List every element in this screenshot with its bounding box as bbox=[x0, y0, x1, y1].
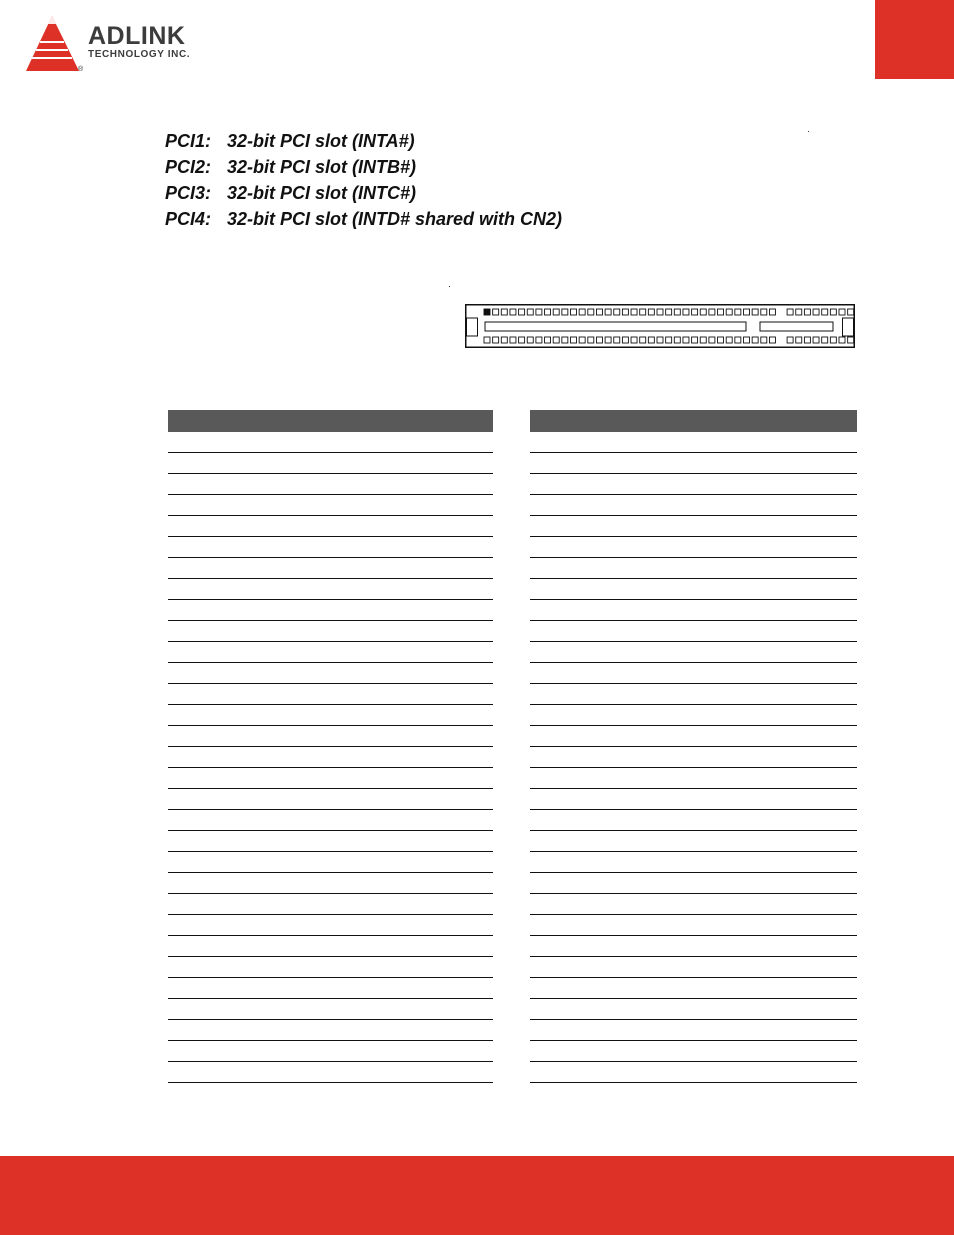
table-row bbox=[530, 852, 857, 873]
connector-pin bbox=[545, 309, 551, 315]
connector-pin bbox=[596, 309, 602, 315]
connector-pin bbox=[822, 309, 828, 315]
pci-slot-list bbox=[165, 128, 562, 232]
connector-pin bbox=[700, 309, 706, 315]
table-row bbox=[530, 1041, 857, 1062]
connector-pin bbox=[700, 337, 706, 343]
connector-pin bbox=[830, 337, 836, 343]
connector-pin bbox=[674, 337, 680, 343]
table-row bbox=[168, 663, 493, 684]
slot-description: 32-bit PCI slot (INTC#) bbox=[227, 183, 417, 203]
table-row bbox=[530, 789, 857, 810]
registered-mark: ® bbox=[78, 66, 84, 73]
table-row bbox=[530, 495, 857, 516]
connector-pin bbox=[553, 309, 559, 315]
connector-pin bbox=[493, 309, 499, 315]
connector-pin bbox=[588, 337, 594, 343]
table-row bbox=[530, 915, 857, 936]
connector-pin bbox=[796, 337, 802, 343]
table-row bbox=[168, 621, 493, 642]
connector-pin bbox=[519, 309, 525, 315]
table-row bbox=[530, 621, 857, 642]
slot-description: 32-bit PCI slot (INTD# shared with CN2) bbox=[227, 209, 563, 229]
connector-pin bbox=[562, 309, 568, 315]
table-row bbox=[168, 516, 493, 537]
table-row bbox=[168, 873, 493, 894]
connector-pin bbox=[648, 337, 654, 343]
connector-pin bbox=[562, 337, 568, 343]
table-row bbox=[168, 705, 493, 726]
table-row bbox=[530, 1020, 857, 1041]
connector-pin bbox=[631, 309, 637, 315]
connector-pin bbox=[536, 337, 542, 343]
connector-pin bbox=[804, 337, 810, 343]
table-row bbox=[168, 495, 493, 516]
connector-pin bbox=[761, 309, 767, 315]
stray-dot bbox=[808, 131, 809, 132]
connector-pin bbox=[579, 309, 585, 315]
table-row bbox=[530, 642, 857, 663]
table-row bbox=[530, 705, 857, 726]
connector-pin bbox=[761, 337, 767, 343]
table-row bbox=[168, 894, 493, 915]
connector-pin bbox=[640, 337, 646, 343]
table-row bbox=[168, 978, 493, 999]
connector-pin bbox=[813, 337, 819, 343]
table-row bbox=[168, 936, 493, 957]
connector-pin bbox=[752, 309, 758, 315]
table-row bbox=[530, 936, 857, 957]
table-row bbox=[530, 1062, 857, 1083]
connector-pin bbox=[510, 309, 516, 315]
stray-dot bbox=[449, 286, 450, 287]
table-row bbox=[168, 453, 493, 474]
connector-pin bbox=[648, 309, 654, 315]
connector-pin bbox=[614, 337, 620, 343]
slot-line bbox=[165, 128, 562, 154]
table-row bbox=[168, 1041, 493, 1062]
connector-pin bbox=[571, 337, 577, 343]
connector-pin bbox=[614, 309, 620, 315]
connector-pin bbox=[735, 309, 741, 315]
table-row bbox=[168, 600, 493, 621]
connector-pin bbox=[744, 309, 750, 315]
slot-line bbox=[165, 206, 562, 232]
slot-line bbox=[165, 154, 562, 180]
table-row bbox=[530, 558, 857, 579]
slot-id: PCI4: bbox=[165, 209, 212, 229]
connector-pin bbox=[605, 309, 611, 315]
table-row bbox=[530, 957, 857, 978]
table-row bbox=[168, 999, 493, 1020]
connector-pin bbox=[501, 309, 507, 315]
connector-pin bbox=[726, 337, 732, 343]
table-row bbox=[168, 432, 493, 453]
connector-pin bbox=[493, 337, 499, 343]
table-row bbox=[168, 747, 493, 768]
connector-pin bbox=[527, 309, 533, 315]
footer-band bbox=[0, 1156, 954, 1235]
table-row bbox=[530, 474, 857, 495]
connector-pin bbox=[631, 337, 637, 343]
connector-pin bbox=[822, 337, 828, 343]
table-row bbox=[168, 684, 493, 705]
table-row bbox=[168, 558, 493, 579]
brand-subtitle: TECHNOLOGY INC. bbox=[88, 49, 191, 60]
brand-name: ADLINK bbox=[88, 22, 186, 50]
connector-pin bbox=[683, 337, 689, 343]
table-row bbox=[168, 810, 493, 831]
connector-pin bbox=[571, 309, 577, 315]
connector-pin bbox=[622, 309, 628, 315]
connector-pin bbox=[484, 309, 490, 315]
adlink-logo bbox=[26, 14, 216, 76]
connector-pin bbox=[692, 337, 698, 343]
slot-id: PCI1: bbox=[165, 131, 212, 151]
connector-pin bbox=[674, 309, 680, 315]
slot-description: 32-bit PCI slot (INTA#) bbox=[227, 131, 415, 151]
connector-pin bbox=[709, 309, 715, 315]
table-row bbox=[530, 516, 857, 537]
pin-assignment-table-left bbox=[168, 410, 493, 1083]
table-row bbox=[168, 852, 493, 873]
table-row bbox=[530, 873, 857, 894]
table-row bbox=[168, 474, 493, 495]
connector-pin bbox=[769, 337, 775, 343]
slot-line bbox=[165, 180, 562, 206]
table-header bbox=[530, 410, 857, 432]
connector-pin bbox=[813, 309, 819, 315]
connector-pin bbox=[839, 309, 845, 315]
connector-pin bbox=[787, 309, 793, 315]
table-row bbox=[168, 915, 493, 936]
table-row bbox=[530, 747, 857, 768]
connector-pin bbox=[848, 337, 854, 343]
connector-pin bbox=[726, 309, 732, 315]
connector-pin bbox=[666, 337, 672, 343]
slot-description: 32-bit PCI slot (INTB#) bbox=[227, 157, 417, 177]
connector-pin bbox=[709, 337, 715, 343]
table-row bbox=[530, 978, 857, 999]
connector-pin bbox=[510, 337, 516, 343]
connector-pin bbox=[545, 337, 551, 343]
table-row bbox=[530, 579, 857, 600]
connector-pin bbox=[735, 337, 741, 343]
connector-pin bbox=[752, 337, 758, 343]
table-row bbox=[530, 537, 857, 558]
table-header bbox=[168, 410, 493, 432]
table-row bbox=[530, 894, 857, 915]
table-row bbox=[168, 957, 493, 978]
chapter-corner-tab bbox=[875, 0, 954, 79]
table-row bbox=[168, 789, 493, 810]
connector-pin bbox=[519, 337, 525, 343]
table-row bbox=[168, 768, 493, 789]
table-row bbox=[530, 432, 857, 453]
table-row bbox=[168, 642, 493, 663]
connector-pin bbox=[579, 337, 585, 343]
connector-pin bbox=[683, 309, 689, 315]
connector-pin bbox=[692, 309, 698, 315]
connector-pin bbox=[657, 309, 663, 315]
table-row bbox=[168, 579, 493, 600]
pci-slot-connector-diagram bbox=[465, 304, 855, 348]
connector-pin bbox=[796, 309, 802, 315]
table-row bbox=[530, 810, 857, 831]
connector-pin bbox=[718, 309, 724, 315]
connector-pin bbox=[839, 337, 845, 343]
connector-pin bbox=[666, 309, 672, 315]
connector-pin bbox=[718, 337, 724, 343]
connector-pin bbox=[605, 337, 611, 343]
table-row bbox=[530, 831, 857, 852]
table-row bbox=[168, 537, 493, 558]
table-row bbox=[168, 1020, 493, 1041]
connector-pin bbox=[501, 337, 507, 343]
connector-pin bbox=[622, 337, 628, 343]
table-row bbox=[168, 1062, 493, 1083]
connector-pin bbox=[553, 337, 559, 343]
connector-pin bbox=[484, 337, 490, 343]
connector-pin bbox=[804, 309, 810, 315]
connector-pin bbox=[536, 309, 542, 315]
connector-pin bbox=[640, 309, 646, 315]
connector-pin bbox=[744, 337, 750, 343]
table-row bbox=[530, 726, 857, 747]
connector-pin bbox=[848, 309, 854, 315]
connector-pin bbox=[588, 309, 594, 315]
table-row bbox=[530, 663, 857, 684]
connector-pin bbox=[657, 337, 663, 343]
connector-pin bbox=[787, 337, 793, 343]
slot-id: PCI3: bbox=[165, 183, 212, 203]
connector-pin bbox=[596, 337, 602, 343]
table-row bbox=[530, 999, 857, 1020]
connector-pin bbox=[769, 309, 775, 315]
adlink-triangle-logo-icon bbox=[26, 14, 82, 76]
connector-pin bbox=[527, 337, 533, 343]
table-row bbox=[168, 831, 493, 852]
table-row bbox=[530, 600, 857, 621]
connector-pin bbox=[830, 309, 836, 315]
table-row bbox=[168, 726, 493, 747]
table-row bbox=[530, 768, 857, 789]
table-row bbox=[530, 684, 857, 705]
table-row bbox=[530, 453, 857, 474]
pin-assignment-table-right bbox=[530, 410, 857, 1083]
slot-id: PCI2: bbox=[165, 157, 212, 177]
